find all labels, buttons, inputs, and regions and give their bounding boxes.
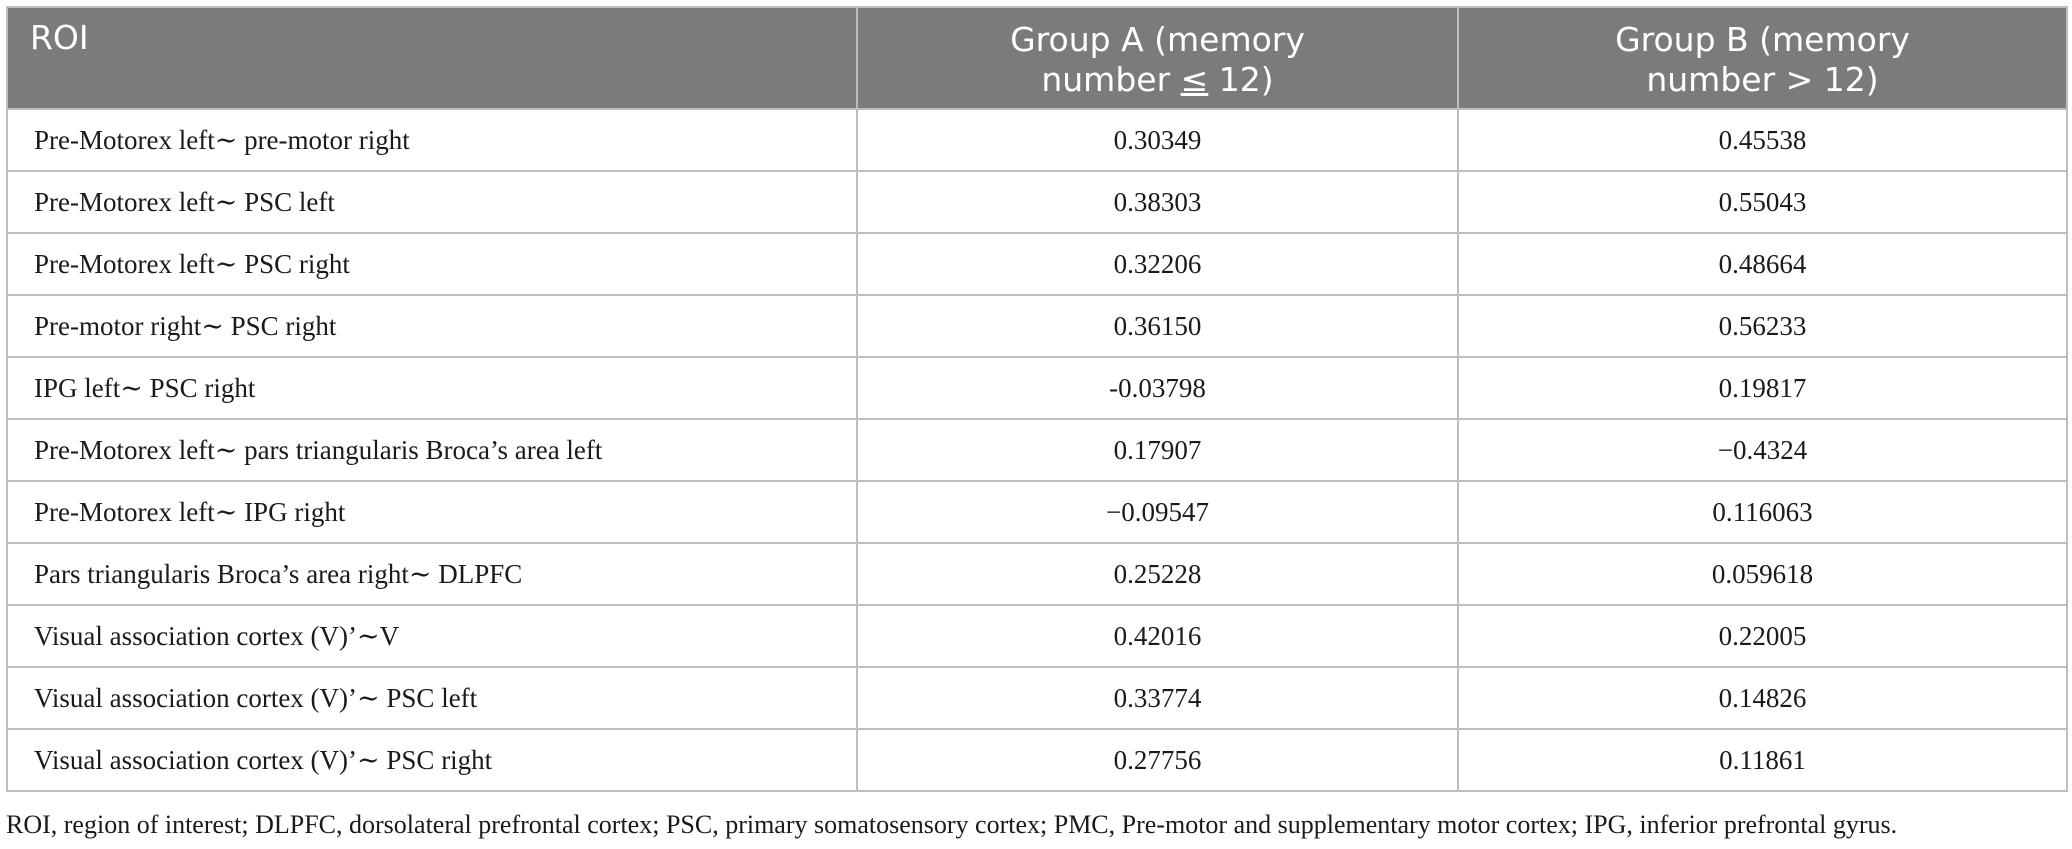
group-b-value: 0.45538: [1458, 109, 2067, 171]
table-row: [7, 667, 2067, 729]
table-body: [7, 109, 2067, 791]
table-row: [7, 357, 2067, 419]
group-b-value: 0.48664: [1458, 233, 2067, 295]
group-a-header-line2-symbol: ≤: [1180, 60, 1209, 99]
roi-cell: Visual association cortex (V)’∼ PSC left: [7, 667, 857, 729]
table-row: [7, 481, 2067, 543]
group-a-value: 0.32206: [857, 233, 1458, 295]
group-a-value: 0.42016: [857, 605, 1458, 667]
roi-cell: Visual association cortex (V)’∼V: [7, 605, 857, 667]
table-header: [7, 7, 2067, 109]
group-b-value: 0.059618: [1458, 543, 2067, 605]
data-table-container: [6, 6, 2066, 792]
roi-cell: Visual association cortex (V)’∼ PSC right: [7, 729, 857, 791]
roi-cell: Pre-Motorex left∼ PSC right: [7, 233, 857, 295]
group-a-value: 0.27756: [857, 729, 1458, 791]
group-a-header-line2-prefix: number: [1041, 60, 1181, 99]
roi-cell: Pars triangularis Broca’s area right∼ DLPFC: [7, 543, 857, 605]
group-a-header-line1: Group A (memory: [1010, 20, 1305, 59]
group-b-value: −0.4324: [1458, 419, 2067, 481]
group-a-value: 0.36150: [857, 295, 1458, 357]
roi-column-header: ROI: [7, 7, 857, 109]
group-b-header-line1: Group B (memory: [1615, 20, 1910, 59]
roi-cell: Pre-Motorex left∼ PSC left: [7, 171, 857, 233]
table-row: [7, 543, 2067, 605]
group-b-value: 0.22005: [1458, 605, 2067, 667]
group-a-value: 0.25228: [857, 543, 1458, 605]
group-a-column-header: [857, 7, 1458, 109]
table-row: [7, 171, 2067, 233]
header-row: [7, 7, 2067, 109]
table-row: [7, 109, 2067, 171]
roi-cell: Pre-Motorex left∼ pars triangularis Broca’s area left: [7, 419, 857, 481]
group-b-column-header: [1458, 7, 2067, 109]
table-row: [7, 233, 2067, 295]
group-a-value: 0.17907: [857, 419, 1458, 481]
roi-correlation-table: [6, 6, 2068, 792]
table-row: [7, 419, 2067, 481]
group-b-header-line2: number > 12): [1646, 60, 1879, 99]
group-b-value: 0.116063: [1458, 481, 2067, 543]
table-row: [7, 295, 2067, 357]
roi-cell: Pre-Motorex left∼ IPG right: [7, 481, 857, 543]
group-b-value: 0.56233: [1458, 295, 2067, 357]
group-b-value: 0.19817: [1458, 357, 2067, 419]
group-a-value: 0.38303: [857, 171, 1458, 233]
group-b-value: 0.55043: [1458, 171, 2067, 233]
group-b-value: 0.11861: [1458, 729, 2067, 791]
table-footnote: ROI, region of interest; DLPFC, dorsolateral prefrontal cortex; PSC, primary somatosensory cortex; PMC, Pre-motor and supplementary motor cortex; IPG, inferior prefrontal gyrus.: [6, 810, 1898, 839]
table-row: [7, 729, 2067, 791]
table-row: [7, 605, 2067, 667]
group-a-value: 0.30349: [857, 109, 1458, 171]
group-a-header-line2-suffix: 12): [1208, 60, 1274, 99]
group-a-value: −0.09547: [857, 481, 1458, 543]
group-a-value: 0.33774: [857, 667, 1458, 729]
roi-cell: Pre-Motorex left∼ pre-motor right: [7, 109, 857, 171]
group-b-value: 0.14826: [1458, 667, 2067, 729]
roi-cell: IPG left∼ PSC right: [7, 357, 857, 419]
group-a-value: -0.03798: [857, 357, 1458, 419]
roi-cell: Pre-motor right∼ PSC right: [7, 295, 857, 357]
